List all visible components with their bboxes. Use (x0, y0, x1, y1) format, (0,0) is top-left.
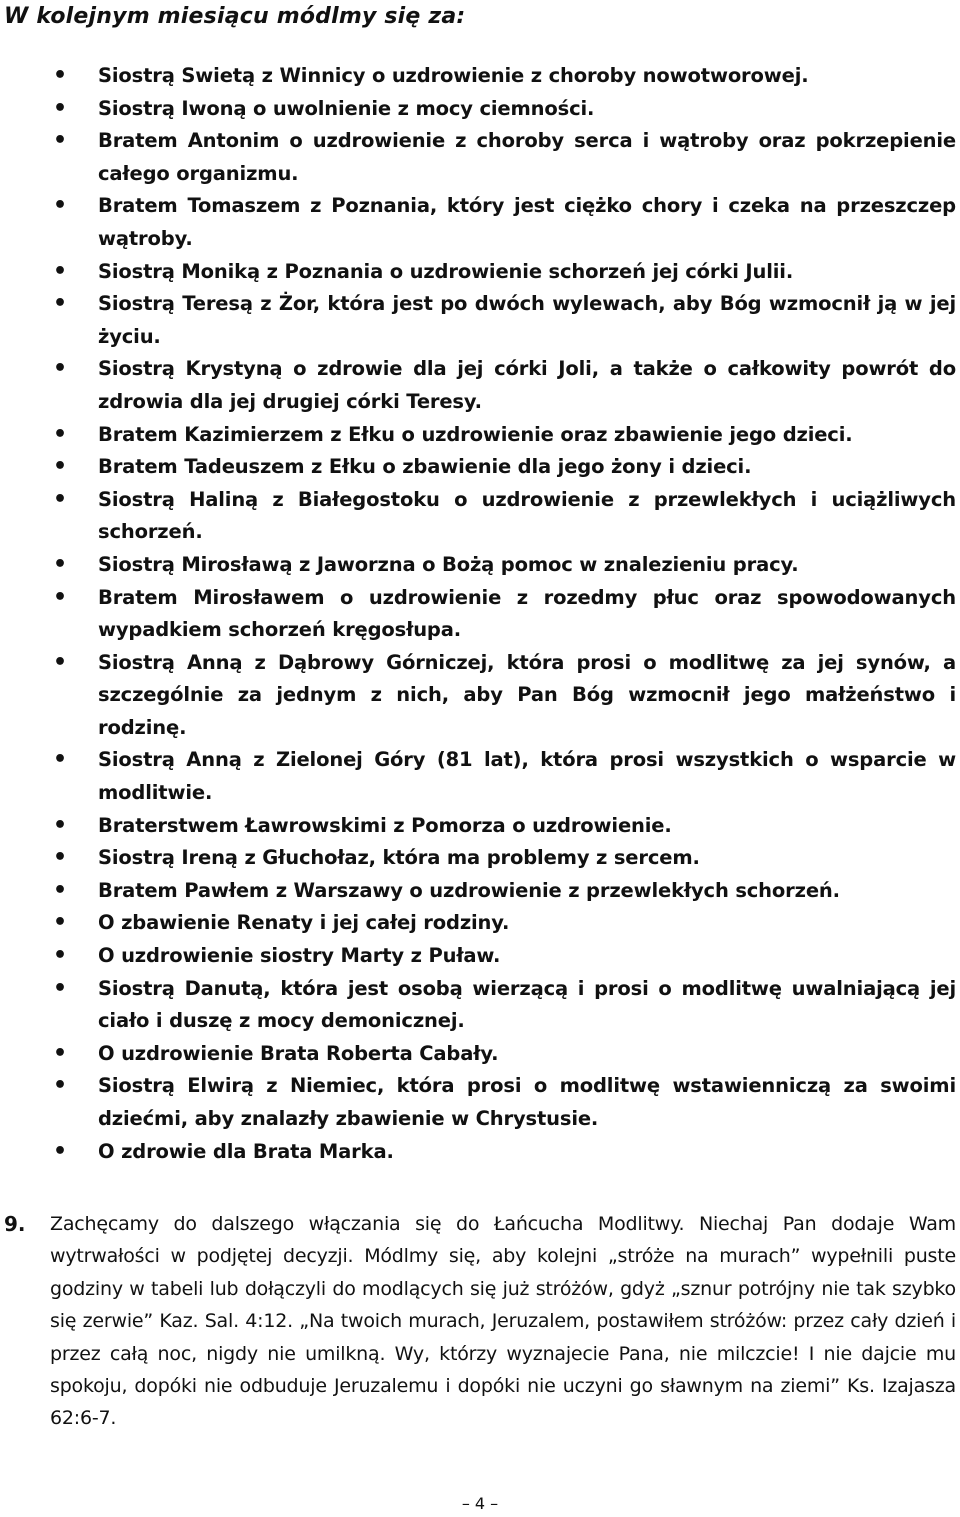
list-item-text: Bratem Antonim o uzdrowienie z choroby serca i wątroby oraz pokrzepienie całego organizmu. (98, 129, 956, 185)
list-item (0, 353, 960, 418)
list-item-text: Siostrą Krystyną o zdrowie dla jej córki Joli, a także o całkowity powrót do zdrowia dla jej drugiej córki Teresy. (98, 357, 956, 413)
list-item (0, 842, 960, 875)
list-item-text: Bratem Tadeuszem z Ełku o zbawienie dla jego żony i dzieci. (98, 455, 752, 479)
list-item-text: O zbawienie Renaty i jej całej rodziny. (98, 911, 510, 935)
list-item (0, 875, 960, 908)
list-item-text: Siostrą Teresą z Żor, która jest po dwóch wylewach, aby Bóg wzmocnił ją w jej życiu. (98, 292, 956, 348)
bullet-icon: • (53, 551, 67, 577)
list-item-text: Siostrą Haliną z Białegostoku o uzdrowienie z przewlekłych i uciążliwych schorzeń. (98, 487, 956, 544)
list-item (0, 256, 960, 289)
paragraph-9 (0, 1208, 960, 1435)
list-item-text: Bratem Mirosławem o uzdrowienie z rozedmy płuc oraz spowodowanych wypadkiem schorzeń kręgosłupa. (98, 585, 956, 642)
list-item (0, 582, 960, 647)
list-item-text: Bratem Kazimierzem z Ełku o uzdrowienie oraz zbawienie jego dzieci. (98, 422, 853, 446)
list-item-text: Braterstwem Ławrowskimi z Pomorza o uzdrowienie. (98, 813, 672, 837)
list-item-text: Siostrą Elwirą z Niemiec, która prosi o modlitwę wstawienniczą za swoimi dziećmi, aby znalazły zbawienie w Chrystusie. (98, 1074, 956, 1130)
list-item-text: Siostrą Ireną z Głuchołaz, która ma problemy z sercem. (98, 846, 700, 870)
bullet-icon: • (53, 258, 67, 284)
bullet-icon: • (53, 1073, 67, 1099)
list-item-text: O uzdrowienie siostry Marty z Puław. (98, 944, 501, 968)
bullet-icon: • (53, 486, 67, 512)
bullet-icon: • (53, 128, 67, 154)
list-item-text: Siostrą Anną z Dąbrowy Górniczej, która prosi o modlitwę za jej synów, a szczególnie za jednym z nich, aby Pan Bóg wzmocnił jego małżeństwo i rodzinę. (98, 650, 956, 739)
paragraph-text: Zachęcamy do dalszego włączania się do Łańcucha Modlitwy. Niechaj Pan dodaje Wam wytrwałości w podjętej decyzji. Módlmy się, aby kolejni „stróże na murach” wypełnili puste godziny w tabeli lub dołączyli do modlących się już stróżów, gdyż „sznur potrójny nie tak szybko się zerwie” Kaz. Sal. 4:12. „Na twoich murach, Jeruzalem, postawiłem stróżów: przez cały dzień i przez całą noc, nigdy nie umilkną. Wy, którzy wyznajecie Pana, nie milczcie! I nie dajcie mu spokoju, dopóki nie odbuduje Jeruzalemu i dopóki nie uczyni go sławnym na ziemi” Ks. Izajasza 62:6-7. (50, 1213, 956, 1430)
bullet-icon: • (53, 910, 67, 936)
list-item (0, 125, 960, 190)
list-item (0, 1070, 960, 1135)
prayer-heading: W kolejnym miesiącu módlmy się za: (4, 4, 466, 29)
list-item (0, 484, 960, 549)
list-item-text: Siostrą Danutą, która jest osobą wierzącą i prosi o modlitwę uwalniającą jej ciało i duszę z mocy demonicznej. (98, 976, 956, 1033)
bullet-icon: • (53, 812, 67, 838)
list-item (0, 973, 960, 1038)
bullet-icon: • (53, 1138, 67, 1164)
list-item (0, 93, 960, 126)
bullet-icon: • (53, 845, 67, 871)
list-item-text: O zdrowie dla Brata Marka. (98, 1139, 394, 1163)
list-item-text: Siostrą Moniką z Poznania o uzdrowienie schorzeń jej córki Julii. (98, 259, 794, 283)
list-item (0, 288, 960, 353)
list-item-text: Bratem Pawłem z Warszawy o uzdrowienie z przewlekłych schorzeń. (98, 878, 840, 902)
bullet-icon: • (53, 649, 67, 675)
list-item (0, 940, 960, 973)
bullet-icon: • (53, 877, 67, 903)
bullet-icon: • (53, 95, 67, 121)
list-item-text: Siostrą Mirosławą z Jaworzna o Bożą pomoc w znalezieniu pracy. (98, 552, 799, 576)
list-item-text: O uzdrowienie Brata Roberta Cabały. (98, 1041, 499, 1065)
bullet-icon: • (53, 975, 67, 1001)
bullet-icon: • (53, 193, 67, 219)
bullet-icon: • (53, 747, 67, 773)
list-item (0, 549, 960, 582)
list-item (0, 190, 960, 255)
list-item (0, 1038, 960, 1071)
bullet-icon: • (53, 454, 67, 480)
list-item-text: Siostrą Swietą z Winnicy o uzdrowienie z choroby nowotworowej. (98, 64, 809, 87)
paragraph-number: 9. (4, 1212, 26, 1236)
list-item (0, 744, 960, 809)
list-item-text: Bratem Tomaszem z Poznania, który jest ciężko chory i czeka na przeszczep wątroby. (98, 194, 956, 250)
bullet-icon: • (53, 943, 67, 969)
bullet-icon: • (53, 584, 67, 610)
list-item (0, 419, 960, 452)
bullet-icon: • (53, 291, 67, 317)
prayer-intentions-list (0, 60, 960, 1168)
bullet-icon: • (53, 421, 67, 447)
list-item (0, 1136, 960, 1169)
list-item (0, 810, 960, 843)
list-item (0, 451, 960, 484)
bullet-icon: • (53, 63, 67, 88)
list-item (0, 60, 960, 93)
list-item-text: Siostrą Iwoną o uwolnienie z mocy ciemności. (98, 96, 595, 120)
list-item-text: Siostrą Anną z Zielonej Góry (81 lat), która prosi wszystkich o wsparcie w modlitwie. (98, 748, 956, 805)
bullet-icon: • (53, 1040, 67, 1066)
list-item (0, 647, 960, 745)
list-item (0, 907, 960, 940)
page-number: – 4 – (461, 1494, 499, 1513)
bullet-icon: • (53, 356, 67, 382)
